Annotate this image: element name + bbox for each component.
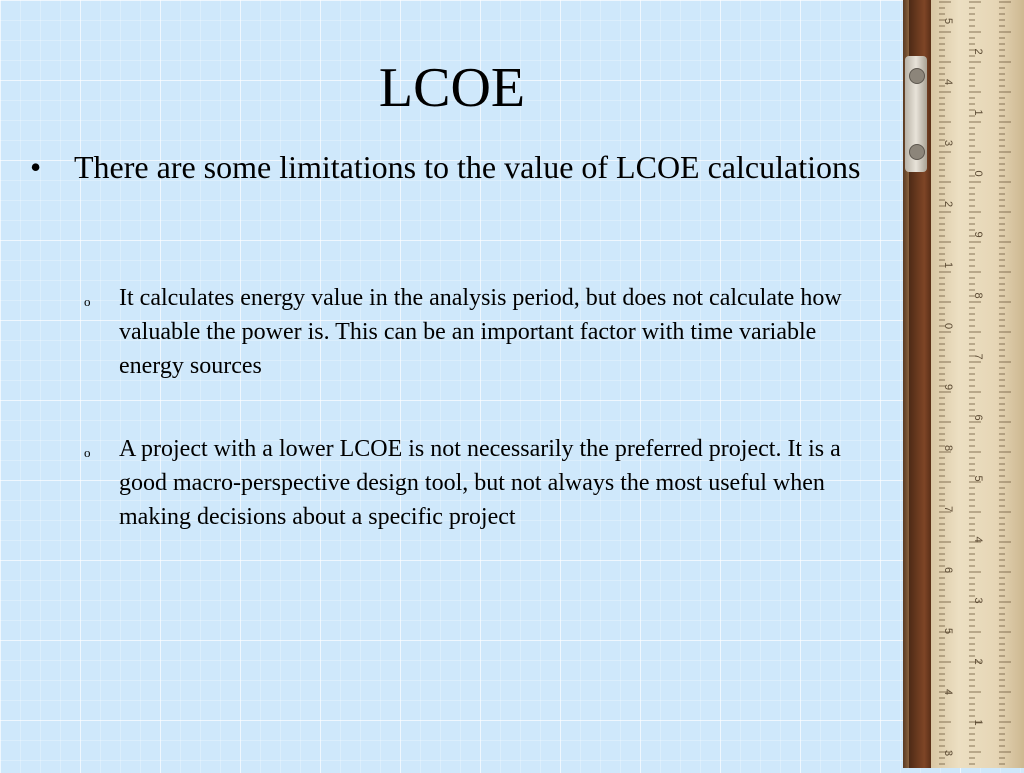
ruler-number: 9 <box>942 384 954 391</box>
ruler-number: 3 <box>972 597 984 604</box>
screw-icon <box>909 68 925 84</box>
sub-bullet-marker: o <box>84 445 91 460</box>
sub-bullet-text: A project with a lower LCOE is not necessarily the preferred project. It is a good macro-perspective design tool, but not always the most useful when making decisions about a specific project <box>119 436 841 530</box>
ruler-number: 8 <box>972 292 984 299</box>
ruler-number: 9 <box>972 231 984 238</box>
ruler-number: 2 <box>972 48 984 55</box>
sub-bullet-marker: o <box>84 294 91 309</box>
ruler-number: 5 <box>972 475 984 482</box>
screw-icon <box>909 144 925 160</box>
ruler-number: 4 <box>972 536 984 543</box>
sub-bullet-1 <box>84 281 884 383</box>
ruler-number: 1 <box>972 719 984 726</box>
ruler-number: 1 <box>972 109 984 116</box>
ruler-number: 6 <box>972 414 984 421</box>
ruler-clip <box>905 56 927 172</box>
ruler-number: 5 <box>942 628 954 635</box>
ruler-number: 5 <box>942 18 954 25</box>
ruler-number: 0 <box>972 170 984 177</box>
main-bullet <box>30 146 890 188</box>
ruler-number: 2 <box>942 201 954 208</box>
main-bullet-text: There are some limitations to the value of LCOE calculations <box>74 149 861 185</box>
ruler-number: 4 <box>942 689 954 696</box>
bullet-marker: • <box>30 149 42 185</box>
sub-bullet-text: It calculates energy value in the analysis period, but does not calculate how valuable the power is. This can be an important factor with time variable energy sources <box>119 285 842 379</box>
ruler-face <box>931 0 1024 768</box>
sub-bullet-2 <box>84 432 884 534</box>
ruler-number: 3 <box>942 140 954 147</box>
ruler-decoration <box>903 0 1024 768</box>
ruler-scale-graphic <box>931 0 1024 768</box>
slide-title: LCOE <box>378 57 526 119</box>
ruler-number: 7 <box>972 353 984 360</box>
ruler-number: 8 <box>942 445 954 452</box>
ruler-number: 0 <box>942 323 954 330</box>
ruler-number: 3 <box>942 750 954 757</box>
ruler-number: 2 <box>972 658 984 665</box>
ruler-number: 6 <box>942 567 954 574</box>
ruler-number: 7 <box>942 506 954 513</box>
ruler-number: 4 <box>942 79 954 86</box>
ruler-number: 1 <box>942 262 954 269</box>
